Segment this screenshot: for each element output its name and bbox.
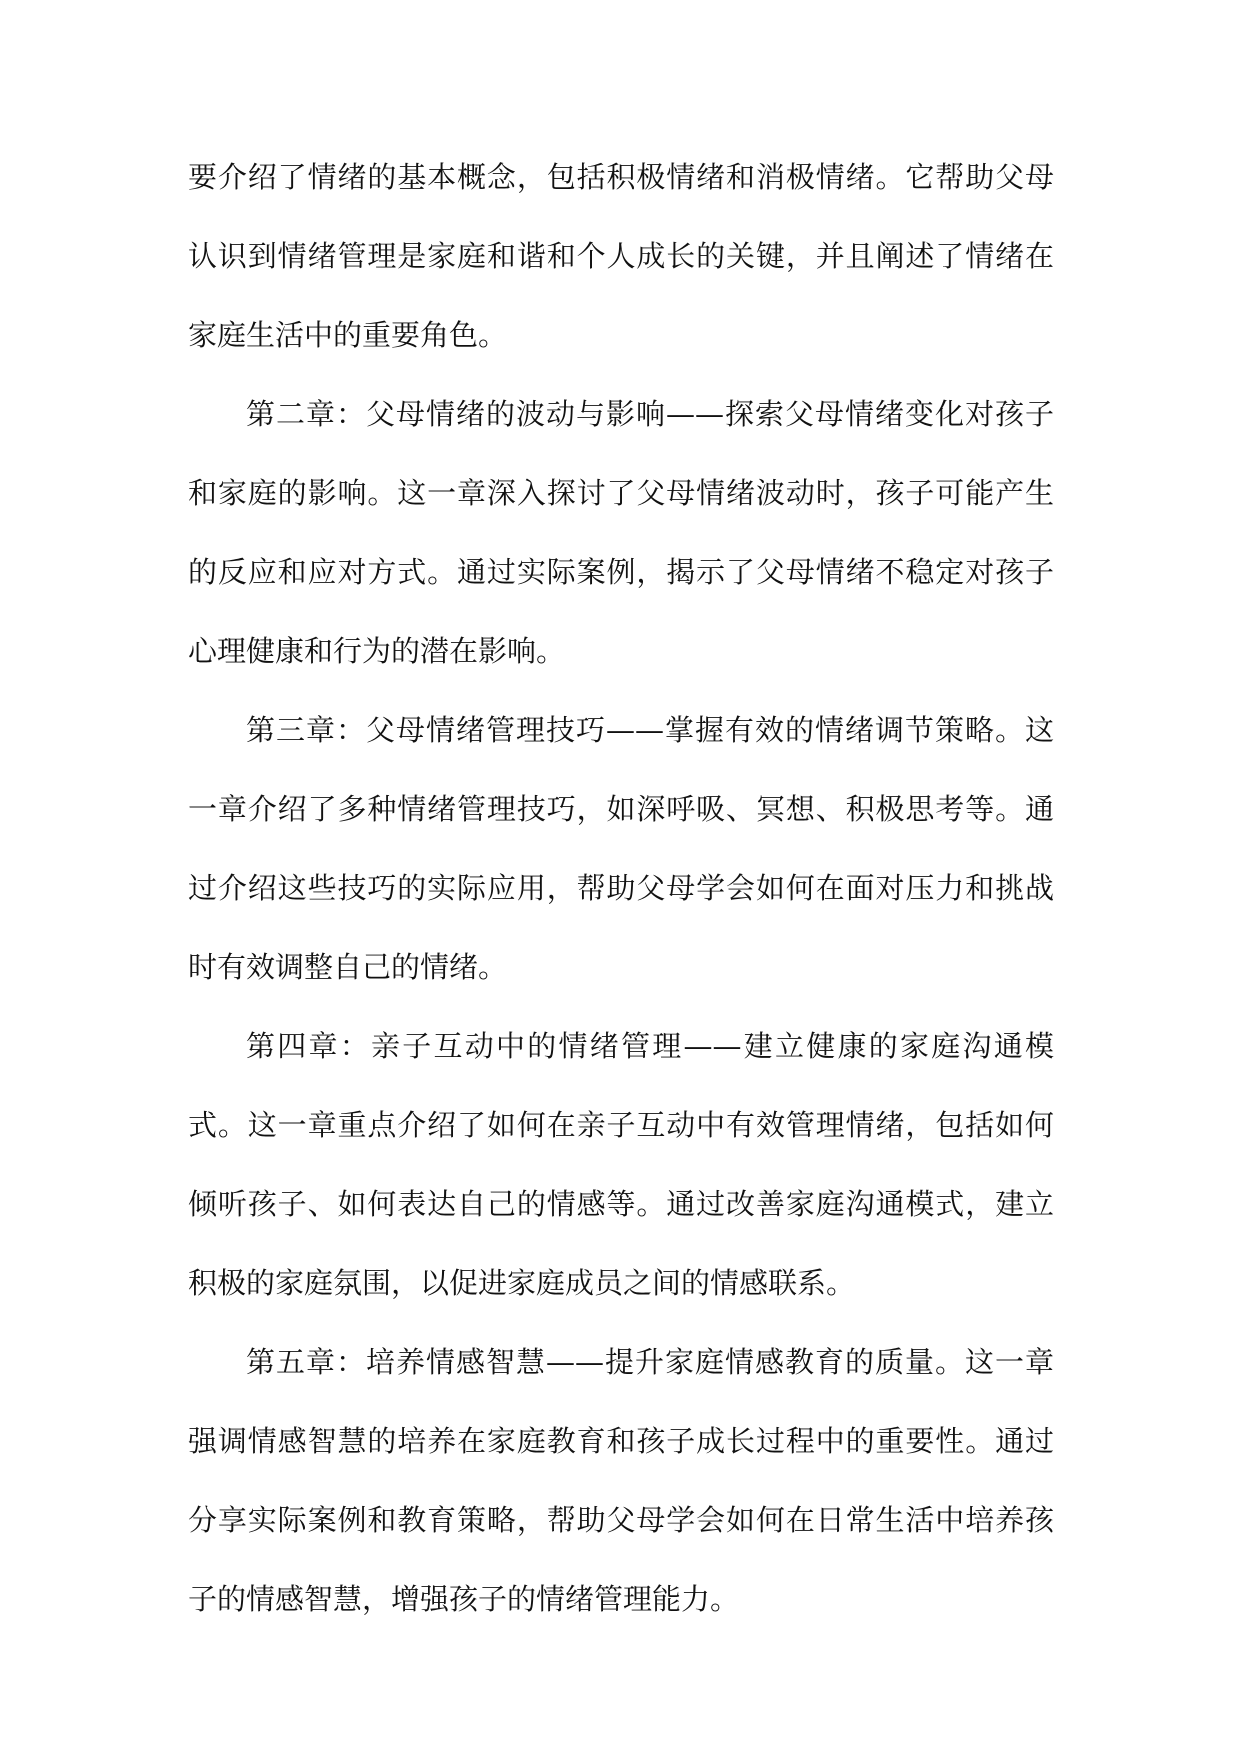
paragraph-intro-continuation: 要介绍了情绪的基本概念，包括积极情绪和消极情绪。它帮助父母认识到情绪管理是家庭和谐和个人成长的关键，并且阐述了情绪在家庭生活中的重要角色。: [188, 160, 1054, 352]
document-body: [188, 138, 1054, 1639]
paragraph-chapter-3: 第三章：父母情绪管理技巧——掌握有效的情绪调节策略。这一章介绍了多种情绪管理技巧，如深呼吸、冥想、积极思考等。通过介绍这些技巧的实际应用，帮助父母学会如何在面对压力和挑战时有效调整自己的情绪。: [188, 713, 1054, 984]
paragraph-chapter-5: 第五章：培养情感智慧——提升家庭情感教育的质量。这一章强调情感智慧的培养在家庭教育和孩子成长过程中的重要性。通过分享实际案例和教育策略，帮助父母学会如何在日常生活中培养孩子的情感智慧，增强孩子的情绪管理能力。: [188, 1345, 1054, 1616]
paragraph-chapter-2: 第二章：父母情绪的波动与影响——探索父母情绪变化对孩子和家庭的影响。这一章深入探讨了父母情绪波动时，孩子可能产生的反应和应对方式。通过实际案例，揭示了父母情绪不稳定对孩子心理健康和行为的潜在影响。: [188, 397, 1054, 668]
paragraph-chapter-4: 第四章：亲子互动中的情绪管理——建立健康的家庭沟通模式。这一章重点介绍了如何在亲子互动中有效管理情绪，包括如何倾听孩子、如何表达自己的情感等。通过改善家庭沟通模式，建立积极的家庭氛围，以促进家庭成员之间的情感联系。: [188, 1029, 1054, 1300]
